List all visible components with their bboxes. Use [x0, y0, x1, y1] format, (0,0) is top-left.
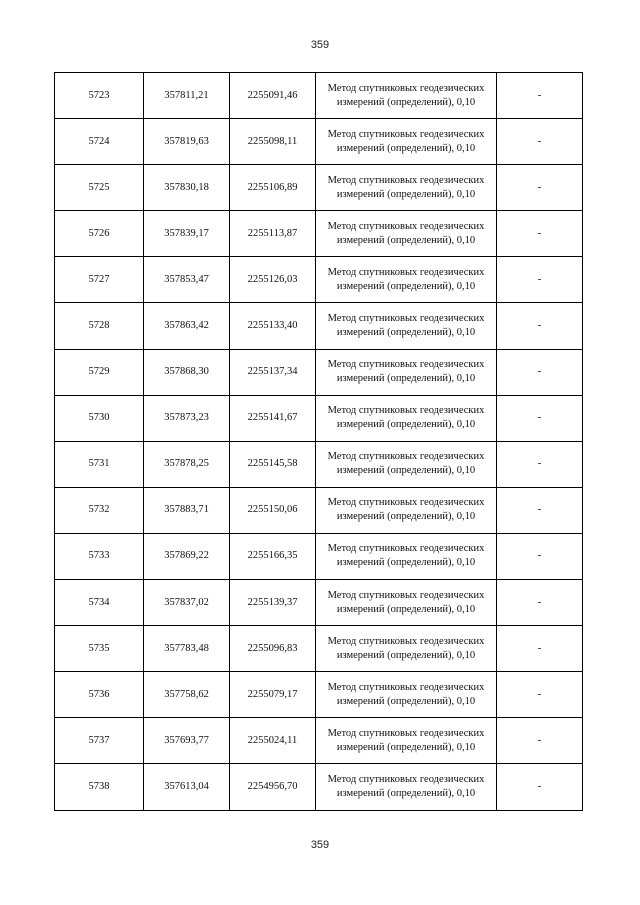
method-cell: Метод спутниковых геодезических измерений (определений), 0,10	[316, 441, 497, 487]
point-number-cell: 5733	[55, 533, 144, 579]
point-number-cell: 5723	[55, 73, 144, 119]
point-number-cell: 5727	[55, 257, 144, 303]
point-number-cell: 5737	[55, 718, 144, 764]
y-coordinate-cell: 2255126,03	[230, 257, 316, 303]
x-coordinate-cell: 357613,04	[144, 764, 230, 810]
x-coordinate-cell: 357830,18	[144, 165, 230, 211]
note-cell: -	[497, 165, 583, 211]
table-row	[55, 718, 583, 764]
table-row	[55, 73, 583, 119]
y-coordinate-cell: 2255141,67	[230, 395, 316, 441]
method-cell: Метод спутниковых геодезических измерений (определений), 0,10	[316, 211, 497, 257]
note-cell: -	[497, 580, 583, 626]
method-cell: Метод спутниковых геодезических измерений (определений), 0,10	[316, 533, 497, 579]
method-cell: Метод спутниковых геодезических измерений (определений), 0,10	[316, 257, 497, 303]
y-coordinate-cell: 2254956,70	[230, 764, 316, 810]
y-coordinate-cell: 2255106,89	[230, 165, 316, 211]
table-row	[55, 487, 583, 533]
note-cell: -	[497, 672, 583, 718]
point-number-cell: 5731	[55, 441, 144, 487]
point-number-cell: 5736	[55, 672, 144, 718]
note-cell: -	[497, 441, 583, 487]
method-cell: Метод спутниковых геодезических измерений (определений), 0,10	[316, 764, 497, 810]
point-number-cell: 5735	[55, 626, 144, 672]
method-cell: Метод спутниковых геодезических измерений (определений), 0,10	[316, 626, 497, 672]
method-cell: Метод спутниковых геодезических измерений (определений), 0,10	[316, 349, 497, 395]
note-cell: -	[497, 764, 583, 810]
point-number-cell: 5728	[55, 303, 144, 349]
y-coordinate-cell: 2255079,17	[230, 672, 316, 718]
table-row	[55, 303, 583, 349]
note-cell: -	[497, 349, 583, 395]
method-cell: Метод спутниковых геодезических измерений (определений), 0,10	[316, 487, 497, 533]
note-cell: -	[497, 626, 583, 672]
note-cell: -	[497, 257, 583, 303]
x-coordinate-cell: 357758,62	[144, 672, 230, 718]
page-number-top: 359	[310, 39, 330, 51]
y-coordinate-cell: 2255145,58	[230, 441, 316, 487]
y-coordinate-cell: 2255113,87	[230, 211, 316, 257]
table-row	[55, 441, 583, 487]
note-cell: -	[497, 487, 583, 533]
method-cell: Метод спутниковых геодезических измерений (определений), 0,10	[316, 73, 497, 119]
x-coordinate-cell: 357839,17	[144, 211, 230, 257]
coordinates-table	[54, 72, 583, 811]
x-coordinate-cell: 357868,30	[144, 349, 230, 395]
note-cell: -	[497, 718, 583, 764]
note-cell: -	[497, 211, 583, 257]
point-number-cell: 5725	[55, 165, 144, 211]
note-cell: -	[497, 303, 583, 349]
table-row	[55, 349, 583, 395]
note-cell: -	[497, 533, 583, 579]
method-cell: Метод спутниковых геодезических измерений (определений), 0,10	[316, 395, 497, 441]
note-cell: -	[497, 73, 583, 119]
coordinates-table-body	[55, 73, 583, 811]
y-coordinate-cell: 2255166,35	[230, 533, 316, 579]
note-cell: -	[497, 395, 583, 441]
point-number-cell: 5726	[55, 211, 144, 257]
table-row	[55, 395, 583, 441]
x-coordinate-cell: 357883,71	[144, 487, 230, 533]
y-coordinate-cell: 2255137,34	[230, 349, 316, 395]
y-coordinate-cell: 2255150,06	[230, 487, 316, 533]
table-row	[55, 764, 583, 810]
point-number-cell: 5738	[55, 764, 144, 810]
point-number-cell: 5724	[55, 119, 144, 165]
table-row	[55, 165, 583, 211]
method-cell: Метод спутниковых геодезических измерений (определений), 0,10	[316, 303, 497, 349]
x-coordinate-cell: 357878,25	[144, 441, 230, 487]
x-coordinate-cell: 357819,63	[144, 119, 230, 165]
y-coordinate-cell: 2255098,11	[230, 119, 316, 165]
point-number-cell: 5729	[55, 349, 144, 395]
x-coordinate-cell: 357869,22	[144, 533, 230, 579]
point-number-cell: 5734	[55, 580, 144, 626]
point-number-cell: 5730	[55, 395, 144, 441]
y-coordinate-cell: 2255091,46	[230, 73, 316, 119]
table-row	[55, 257, 583, 303]
x-coordinate-cell: 357853,47	[144, 257, 230, 303]
table-row	[55, 580, 583, 626]
y-coordinate-cell: 2255139,37	[230, 580, 316, 626]
table-row	[55, 119, 583, 165]
table-row	[55, 211, 583, 257]
x-coordinate-cell: 357811,21	[144, 73, 230, 119]
method-cell: Метод спутниковых геодезических измерений (определений), 0,10	[316, 165, 497, 211]
x-coordinate-cell: 357873,23	[144, 395, 230, 441]
y-coordinate-cell: 2255096,83	[230, 626, 316, 672]
x-coordinate-cell: 357693,77	[144, 718, 230, 764]
y-coordinate-cell: 2255133,40	[230, 303, 316, 349]
method-cell: Метод спутниковых геодезических измерений (определений), 0,10	[316, 672, 497, 718]
point-number-cell: 5732	[55, 487, 144, 533]
y-coordinate-cell: 2255024,11	[230, 718, 316, 764]
table-row	[55, 533, 583, 579]
method-cell: Метод спутниковых геодезических измерений (определений), 0,10	[316, 580, 497, 626]
method-cell: Метод спутниковых геодезических измерений (определений), 0,10	[316, 718, 497, 764]
page-number-bottom: 359	[310, 839, 330, 851]
x-coordinate-cell: 357783,48	[144, 626, 230, 672]
x-coordinate-cell: 357837,02	[144, 580, 230, 626]
table-row	[55, 626, 583, 672]
table-row	[55, 672, 583, 718]
note-cell: -	[497, 119, 583, 165]
method-cell: Метод спутниковых геодезических измерений (определений), 0,10	[316, 119, 497, 165]
x-coordinate-cell: 357863,42	[144, 303, 230, 349]
